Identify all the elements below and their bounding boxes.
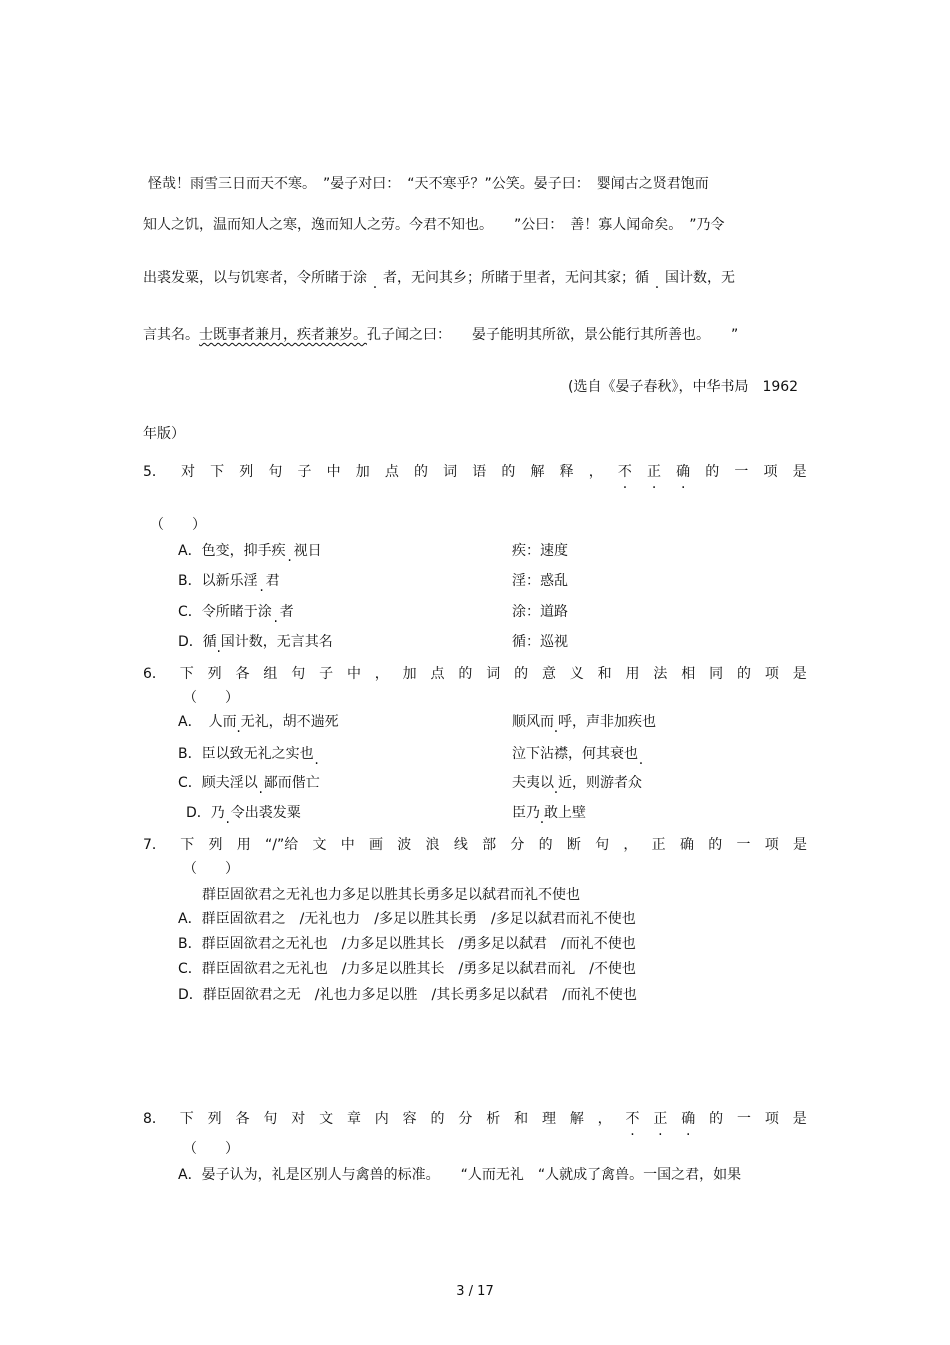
q5-option-d: D．循 国计数，无言其名 — [178, 634, 333, 650]
passage-line-3-a: 出裘发粟，以与饥寒者，令所睹于涂 — [143, 270, 367, 286]
passage-line-3 — [143, 268, 735, 288]
page-number: 3 / 17 — [456, 1284, 494, 1299]
q5-option-b-gloss: 淫：惑乱 — [512, 573, 568, 589]
q6-option-a: A． 人而 无礼，胡不遄死 — [178, 714, 339, 730]
q5-option-d-gloss: 循：巡视 — [512, 634, 568, 650]
q5-option-c-gloss: 涂：道路 — [512, 604, 568, 620]
q6-option-a-right: 顺风而 呼，声非加疾也 — [512, 714, 656, 730]
q7-sentence: 群臣固欲君之无礼也力多足以胜其长勇多足以弑君而礼不使也 — [202, 887, 580, 903]
q6-option-d: D．乃 令出裘发粟 — [186, 805, 301, 821]
wavy-underlined-text: 士既事者兼月，疾者兼岁。 — [199, 327, 367, 343]
q8-option-a: A．晏子认为，礼是区别人与禽兽的标准。 “人而无礼 “人就成了禽兽。一国之君，如果 — [178, 1167, 742, 1183]
q7-option-a: A．群臣固欲君之 /无礼也力 /多足以胜其长勇 /多足以弑君而礼不使也 — [178, 911, 636, 927]
passage-line-4-a: 言其名。 — [143, 327, 199, 343]
q7-stem: 7． 下 列 用 “/”给 文 中 画 波 浪 线 部 分 的 断 句 ， 正 确 的 一 项 是 — [143, 837, 807, 853]
q8-stem: 8． 下 列 各 句 对 文 章 内 容 的 分 析 和 理 解 ， 不 . 正 . 确 . 的 一 项 是 — [143, 1109, 807, 1129]
q6-option-c: C．顾夫淫以 鄙而偕亡 — [178, 775, 320, 791]
q5-option-a-gloss: 疾：速度 — [512, 543, 568, 559]
q6-stem: 6． 下 列 各 组 句 子 中 ， 加 点 的 词 的 意 义 和 用 法 相 同 的 项 是 — [143, 666, 807, 682]
passage-line-4-b: 孔子闻之曰： 晏子能明其所欲，景公能行其所善也。 ” — [367, 327, 739, 343]
passage-line-2: 知人之饥，温而知人之寒，逸而知人之劳。今君不知也。 ”公曰： 善！寡人闻命矣。 ”乃令 — [143, 217, 725, 233]
q6-paren: （ ） — [183, 690, 239, 706]
q7-option-d: D．群臣固欲君之无 /礼也力多足以胜 /其长勇多足以弑君 /而礼不使也 — [178, 987, 637, 1003]
q8-paren: （ ） — [183, 1141, 239, 1157]
passage-line-3-b: 者，无问其乡；所睹于里者，无问其家；循 — [383, 270, 649, 286]
q7-option-b: B．群臣固欲君之无礼也 /力多足以胜其长 /勇多足以弑君 /而礼不使也 — [178, 936, 636, 952]
passage-line-1: 怪哉！雨雪三日而天不寒。 ”晏子对曰： “天不寒乎？”公笑。晏子曰： 婴闻古之贤君饱而 — [148, 176, 709, 192]
q5-option-c: C．令所睹于涂 者 — [178, 604, 294, 620]
q5-option-a: A．色变，抑手疾 视日 — [178, 543, 322, 559]
passage-source-cont: 年版） — [143, 426, 185, 442]
q5-option-b: B．以新乐淫 君 — [178, 573, 280, 589]
q6-option-d-right: 臣乃 敢上壁 — [512, 805, 586, 821]
q7-option-c: C．群臣固欲君之无礼也 /力多足以胜其长 /勇多足以弑君而礼 /不使也 — [178, 961, 636, 977]
q5-stem: 5． 对 下 列 句 子 中 加 点 的 词 语 的 解 释 ， 不 . 正 . 确 . 的 一 项 是 — [143, 462, 807, 482]
q6-option-b-right: 泣下沾襟，何其衰也 — [512, 746, 638, 762]
q5-paren: （ ） — [150, 517, 206, 533]
passage-line-4 — [143, 325, 738, 345]
q6-option-c-right: 夫夷以 近，则游者众 — [512, 775, 642, 791]
passage-line-3-c: 国计数，无 — [665, 270, 735, 286]
passage-source: (选自《晏子春秋》，中华书局 1962 — [568, 379, 799, 395]
q6-option-b: B．臣以致无礼之实也 — [178, 746, 314, 762]
q7-paren: （ ） — [183, 861, 239, 877]
